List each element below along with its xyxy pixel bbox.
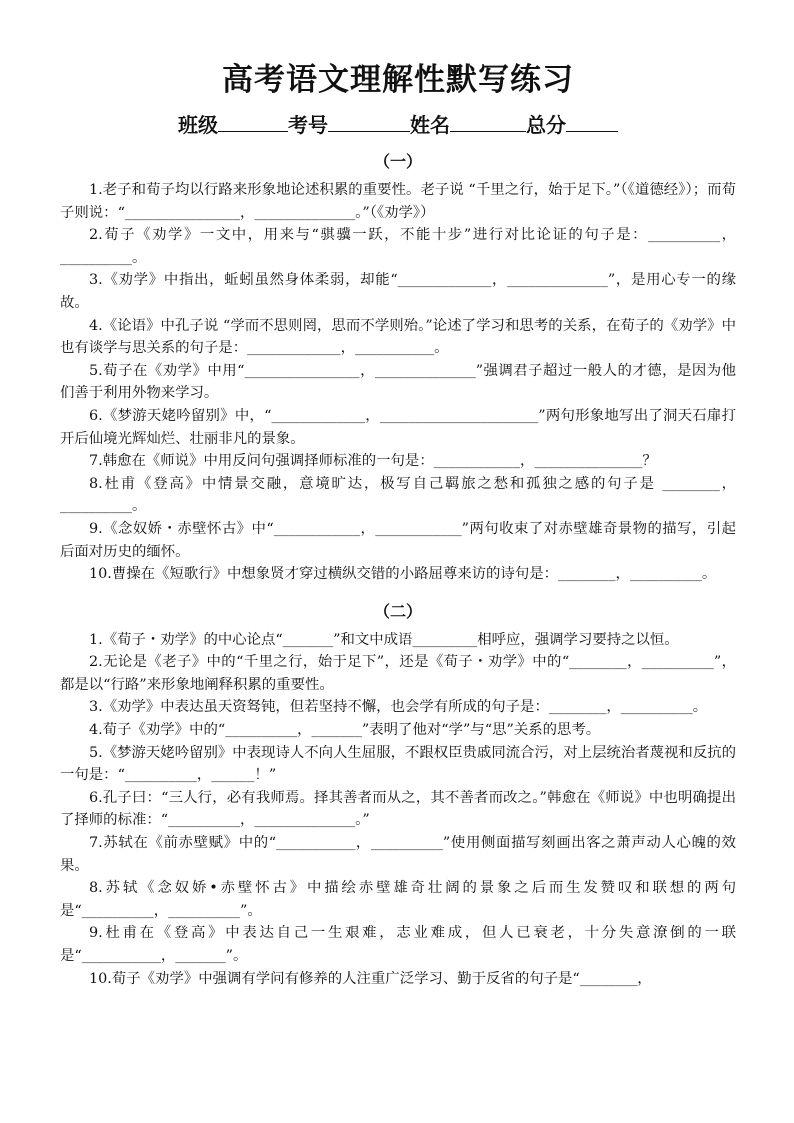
question-2-10: 10.荀子《劝学》中强调有学问有修养的人注重广泛学习、勤于反省的句子是“________， (89, 970, 652, 987)
exam-no-blank (328, 111, 410, 132)
exam-no-label: 考号 (288, 113, 328, 137)
question-1-6: 6.《梦游天姥吟留别》中，“_____________，______________________”两句形象地写出了洞天石扉打开后仙境光辉灿烂、壮丽非凡的景象。 (60, 407, 736, 447)
question-2-2: 2.无论是《老子》中的“千里之行，始于足下”，还是《荀子・劝学》中的“________，__________”，都是以“行路”来形象地阐释积累的重要性。 (60, 654, 736, 693)
question-2-1: 1.《荀子・劝学》的中心论点“_______”和文中成语_________相呼应，强调学习要持之以恒。 (89, 631, 679, 648)
page-title: 高考语文理解性默写练习 (222, 62, 574, 98)
question-2-3: 3.《劝学》中表达虽天资驽钝，但若坚持不懈，也会学有所成的句子是：________，__________。 (89, 699, 708, 716)
question-2-4: 4.荀子《劝学》中的“__________，_______”表明了他对“学”与“思”关系的思考。 (89, 722, 601, 739)
student-info-line (60, 110, 736, 140)
question-1-7: 7.韩愈在《师说》中用反问句强调择师标准的一句是：____________，_______________？ (89, 453, 657, 470)
question-2-7: 7.苏轼在《前赤壁赋》中的“___________，__________”使用侧面描写刻画出客之萧声动人心魄的效果。 (60, 835, 736, 874)
section-heading-2: （二） (373, 601, 422, 621)
section-1-questions (60, 179, 736, 586)
question-1-5: 5.荀子在《劝学》中用“________________，______________”强调君子超过一般人的才德，是因为他们善于利用外物来学习。 (60, 362, 736, 402)
section-2-questions (60, 629, 736, 991)
question-1-8: 8.杜甫《登高》中情景交融，意境旷达，极写自己羁旅之愁和孤独之感的句子是 ________，__________。 (60, 475, 736, 515)
question-1-10: 10.曹操在《短歌行》中想象贤才穿过横纵交错的小路屈尊来访的诗句是：________，__________。 (89, 566, 717, 583)
question-1-1: 1.老子和荀子均以行路来形象地论述积累的重要性。老子说 “千里之行，始于足下。”（《道德经》）；而荀子则说：“________________，______________。”（《劝学》） (60, 182, 736, 221)
class-blank (218, 111, 288, 132)
question-2-9: 9.杜甫在《登高》中表达自己一生艰难，志业难成，但人已衰老，十分失意潦倒的一联是“___________，_______”。 (60, 925, 736, 964)
question-1-3: 3.《劝学》中指出，蚯蚓虽然身体柔弱，却能“_____________，______________”，是用心专一的缘故。 (60, 272, 736, 311)
name-blank (450, 111, 526, 132)
name-label: 姓名 (410, 113, 450, 137)
total-blank (566, 111, 618, 132)
class-label: 班级 (178, 113, 218, 137)
question-2-6: 6.孔子曰：“三人行，必有我师焉。择其善者而从之，其不善者而改之。”韩愈在《师说》中也明确提出了择师的标准：“__________，______________。” (60, 789, 736, 829)
section-heading-1: （一） (373, 152, 422, 171)
question-2-5: 5.《梦游天姥吟留别》中表现诗人不向人生屈服，不跟权臣贵戚同流合污，对上层统治者蔑视和反抗的一句是：“__________，______！” (60, 744, 736, 784)
total-label: 总分 (526, 113, 566, 137)
question-1-9: 9.《念奴娇・赤壁怀古》中“____________，____________”两句收束了对赤壁雄奇景物的描写，引起后面对历史的缅怀。 (60, 520, 736, 560)
question-2-8: 8.苏轼《念奴娇•赤壁怀古》中描绘赤壁雄奇壮阔的景象之后而生发赞叹和联想的两句是“__________，__________”。 (60, 880, 736, 919)
question-1-2: 2.荀子《劝学》一文中，用来与“骐骥一跃，不能十步”进行对比论证的句子是：__________，__________。 (60, 227, 736, 266)
question-1-4: 4.《论语》中孔子说 “学而不思则罔，思而不学则殆。”论述了学习和思考的关系，在荀子的《劝学》中也有谈学与思关系的句子是：_____________，___________。 (60, 317, 736, 357)
